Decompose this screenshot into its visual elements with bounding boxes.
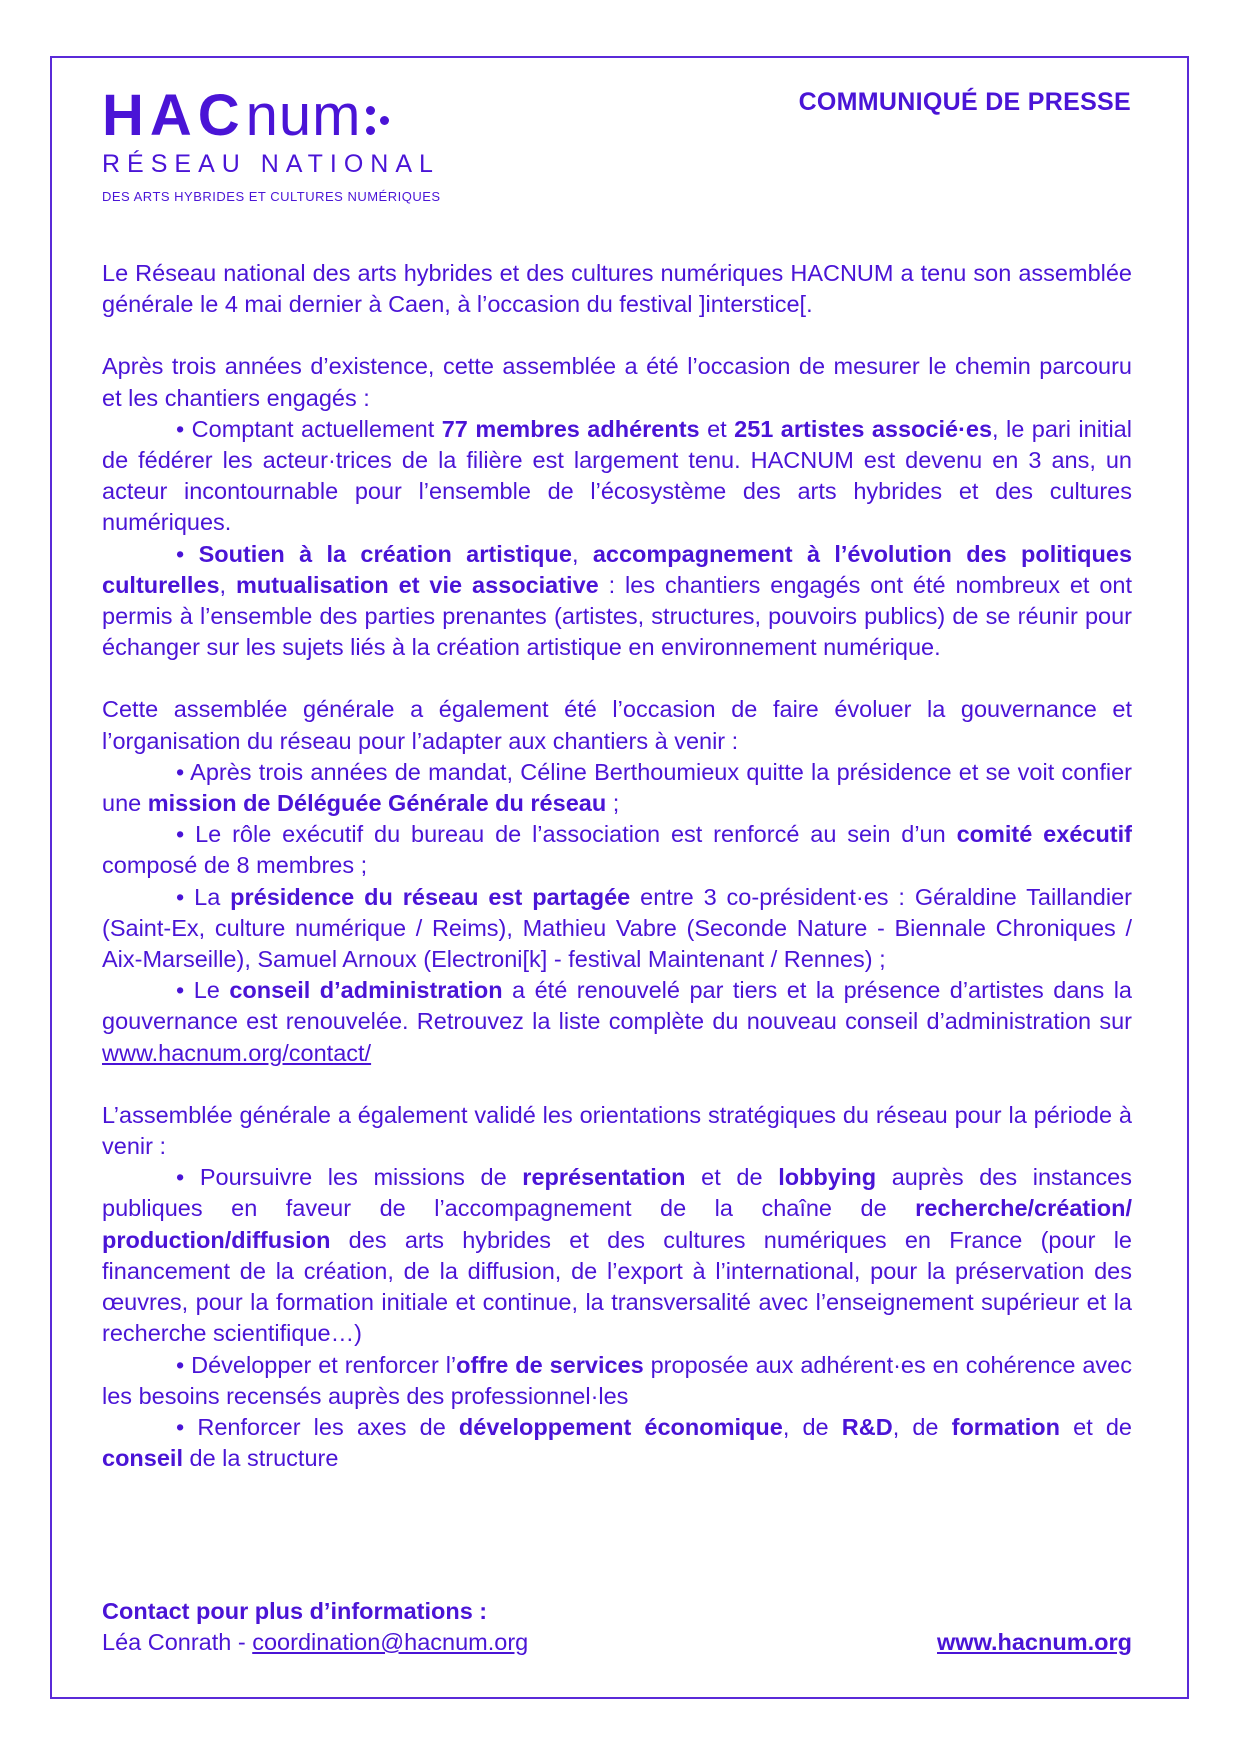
logo-dots-icon [366, 100, 400, 140]
intro-paragraph: Le Réseau national des arts hybrides et des cultures numériques HACNUM a tenu son assemblée générale le 4 mai dernier à Caen, à l’occasion du festival ]interstice[. [102, 260, 1132, 318]
section1-bullet-1: • Comptant actuellement 77 membres adhérents et 251 artistes associé·es, le pari initial de fédérer les acteur·trices de la filière est largement tenu. HACNUM est devenu en 3 ans, un acteur incontournable pour l’ensemble de l’écosystème des arts hybrides et des cultures numériques. [102, 415, 1132, 536]
hacnum-logo [102, 83, 482, 204]
section3-lead: L’assemblée générale a également validé les orientations stratégiques du réseau pour la période à venir : [102, 1101, 1132, 1160]
section2-bullet-2: • Le rôle exécutif du bureau de l’association est renforcé au sein d’un comité exécutif composé de 8 membres ; [102, 821, 1132, 879]
contact-title: Contact pour plus d’informations : [102, 1598, 488, 1624]
section2-bullet-4: • Le conseil d’administration a été renouvelé par tiers et la présence d’artistes dans la gouvernance est renouvelée. Retrouvez la liste complète du nouveau conseil d’administration sur www.hacnum.org/contact/ [102, 977, 1132, 1066]
section3-bullet-3: • Renforcer les axes de développement économique, de R&D, de formation et de conseil de la structure [102, 1413, 1132, 1472]
section3-bullet-2: • Développer et renforcer l’offre de services proposée aux adhérent·es en cohérence avec les besoins recensés auprès des professionnel·les [102, 1351, 1132, 1409]
press-release-label: COMMUNIQUÉ DE PRESSE [798, 88, 1131, 116]
contact-email-link[interactable]: coordination@hacnum.org [252, 1629, 529, 1655]
section2-lead: Cette assemblée générale a également été l’occasion de faire évoluer la gouvernance et l’organisation du réseau pour l’adapter aux chantiers à venir : [102, 696, 1132, 754]
section2-bullet-1: • Après trois années de mandat, Céline Berthoumieux quitte la présidence et se voit confier une mission de Déléguée Générale du réseau ; [102, 758, 1132, 817]
contact-person: Léa Conrath - coordination@hacnum.org [102, 1629, 529, 1655]
website-link[interactable]: www.hacnum.org [937, 1629, 1132, 1655]
logo-wordmark [102, 83, 482, 148]
section3-bullet-1: • Poursuivre les missions de représentation et de lobbying auprès des instances publiques en faveur de l’accompagnement de la chaîne de recherche/création/ production/diffusion des arts hybrides et des cultures numériques en France (pour le financement de la création, de la diffusion, de l’export à l’international, pour la préservation des œuvres, pour la formation initiale et continue, la transversalité avec l’enseignement supérieur et la recherche scientifique…) [102, 1164, 1133, 1347]
body-text [102, 258, 1132, 1474]
logo-word-light: num [245, 83, 362, 148]
section1-lead: Après trois années d’existence, cette assemblée a été l’occasion de mesurer le chemin parcouru et les chantiers engagés : [102, 353, 1132, 411]
section1-bullet-2: • Soutien à la création artistique, accompagnement à l’évolution des politiques culturelles, mutualisation et vie associative : les chantiers engagés ont été nombreux et ont permis à l’ensemble des parties prenantes (artistes, structures, pouvoirs publics) de se réunir pour échanger sur les sujets liés à la création artistique en environnement numérique. [102, 540, 1133, 661]
contact-block [102, 1596, 1132, 1658]
logo-word-bold: HAC [102, 83, 246, 148]
section2-bullet-3: • La présidence du réseau est partagée entre 3 co-président·es : Géraldine Taillandier (Saint-Ex, culture numérique / Reims), Mathieu Vabre (Seconde Nature - Biennale Chroniques / Aix-Marseille), Samuel Arnoux (Electroni[k] - festival Maintenant / Rennes) ; [102, 883, 1132, 973]
logo-subtitle: RÉSEAU NATIONAL [102, 150, 440, 178]
logo-tagline: DES ARTS HYBRIDES ET CULTURES NUMÉRIQUES [102, 189, 441, 204]
contact-page-link[interactable]: www.hacnum.org/contact/ [102, 1039, 372, 1066]
contact-row [102, 1627, 1132, 1658]
